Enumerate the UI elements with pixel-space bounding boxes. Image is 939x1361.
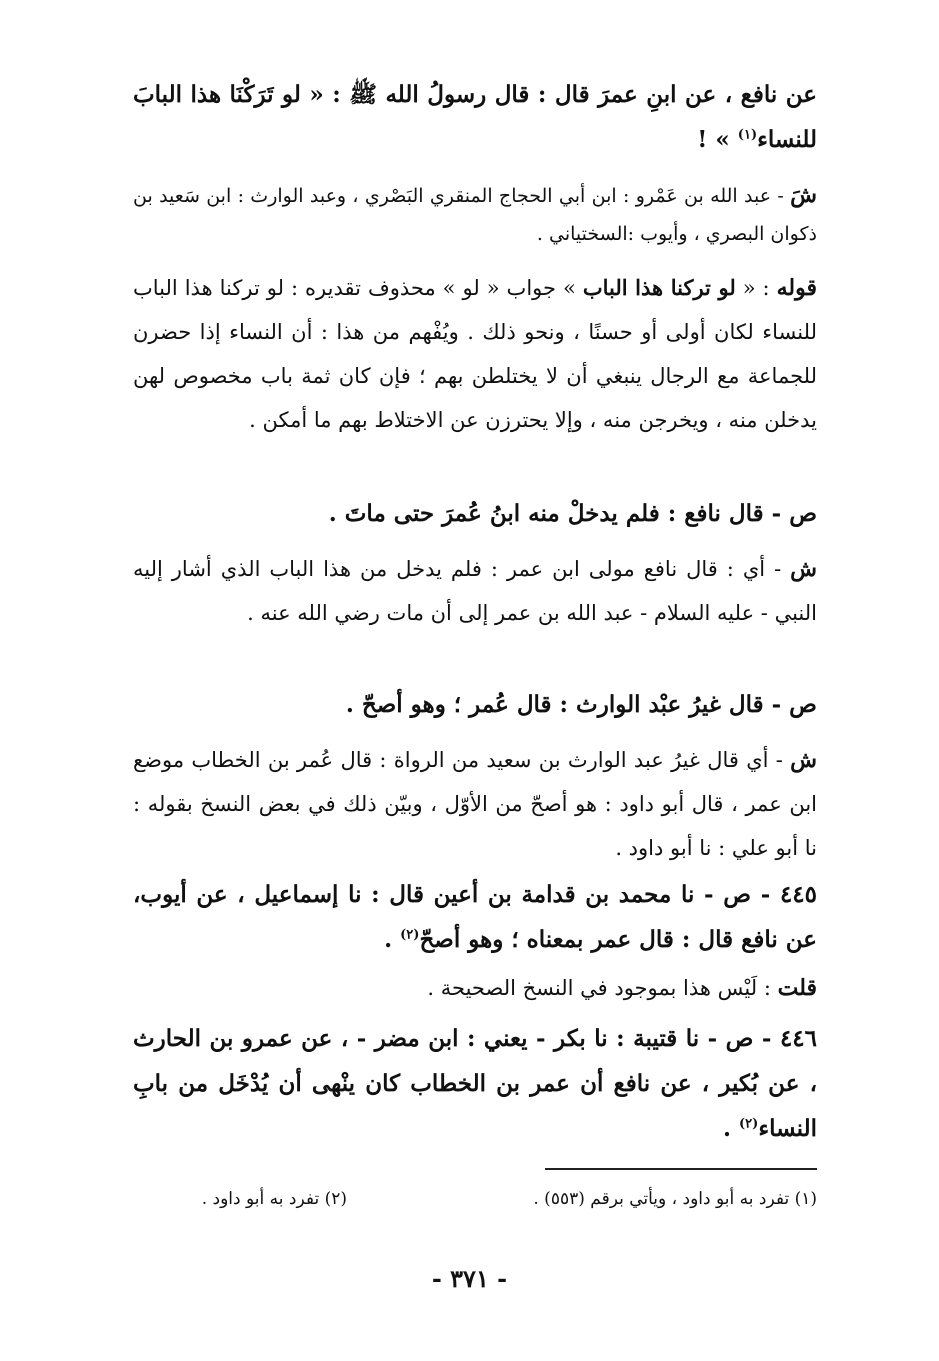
hadith-445-paragraph — [133, 872, 817, 962]
quote-open: : « — [735, 276, 777, 300]
commentary-text: - أي : قال نافع مولى ابن عمر : فلم يدخل من هذا الباب الذي أشار إليه النبي - عليه السلام - عبد الله بن عمر إلى أن مات رضي الله عنه . — [133, 557, 817, 625]
commentary-text: - عبد الله بن عَمْرو : ابن أبي الحجاج المنقري البَصْري ، وعبد الوارث : ابن سَعيد بن ذكوان البصري ، وأيوب :السختياني . — [133, 185, 817, 245]
page-number: - ٣٧١ - — [431, 1264, 508, 1293]
quoted-phrase: لو تركنا هذا الباب — [582, 275, 736, 300]
hadith-text: ص - قال غيرُ عبْد الوارث : قال عُمر ؛ وهو أصحّ . — [345, 691, 817, 718]
hadith-text-paragraph-1 — [133, 72, 817, 162]
commentary-text: - أي قال غيرُ عبد الوارث بن سعيد من الرواة : قال عُمر بن الخطاب موضع ابن عمر ، قال أبو داود : هو أصحّ من الأوّل ، وبيّن ذلك في بعض النسخ بقوله : نا أبو علي : نا أبو داود . — [133, 748, 817, 860]
commentary-paragraph-3 — [133, 547, 817, 635]
hadith-text: ٤٤٦ - ص - نا قتيبة : نا بكر - يعني : ابن مضر - ، عن عمرو بن الحارث ، عن بُكير ، عن نافع أن عمر بن الخطاب كان ينْهى أن يُدْخَل من بابِ النساء — [133, 1025, 817, 1142]
commentary-marker: شَ — [790, 182, 817, 208]
hadith-446-paragraph — [133, 1016, 817, 1151]
commentary-paragraph-4 — [133, 738, 817, 870]
qultu-marker: قلت — [777, 975, 817, 1001]
hadith-text-tail: . — [723, 1115, 740, 1142]
footnote-1: (١) تفرد به أبو داود ، ويأتي برقم (٥٥٣) . — [533, 1189, 817, 1209]
note-text: : لَيْس هذا بموجود في النسخ الصحيحة . — [427, 976, 778, 1000]
footnote-2: (٢) تفرد به أبو داود . — [201, 1189, 347, 1209]
hadith-text-paragraph-3 — [133, 682, 817, 727]
footnote-divider — [545, 1168, 817, 1170]
commentary-paragraph-2 — [133, 266, 817, 442]
hadith-text: ٤٤٥ - ص - نا محمد بن قدامة بن أعين قال : نا إسماعيل ، عن أيوب، عن نافع قال : قال عمر بمعناه ؛ وهو أصحّ — [133, 881, 817, 953]
footnote-ref-2b: (٢) — [739, 1116, 759, 1132]
commentary-paragraph-1 — [133, 176, 817, 253]
hadith-text: عن نافع ، عن ابنِ عمرَ قال : قال رسولُ الله ﷺ : « لو تَرَكْنَا هذا البابَ للنساء — [133, 81, 817, 153]
footnote-ref-2: (٢) — [400, 927, 420, 943]
hadith-text-tail: » ! — [697, 126, 738, 153]
commentary-marker: ش — [790, 556, 817, 582]
footnote-ref-1: (١) — [737, 127, 758, 143]
qawluhu-marker: قوله — [776, 275, 818, 301]
hadith-text-tail: . — [384, 926, 401, 953]
commentary-marker: ش — [790, 747, 817, 773]
hadith-text-paragraph-2 — [133, 491, 817, 536]
hadith-text: ص - قال نافع : فلم يدخلْ منه ابنُ عُمرَ حتى ماتَ . — [328, 500, 817, 527]
commentary-text: » جواب « لو » محذوف تقديره : لو تركنا هذا الباب للنساء لكان أولى أو حسنًا ، ونحو ذلك . ويُفْهم من هذا : أن النساء إذا حضرن للجماعة مع الرجال ينبغي أن لا يختلطن بهم ؛ فإن كان ثمة باب مخصوص لهن يدخلن منه ، ويخرجن منه ، وإلا يحترزن عن الاختلاط بهم ما أمكن . — [133, 276, 817, 432]
note-paragraph — [133, 966, 817, 1010]
